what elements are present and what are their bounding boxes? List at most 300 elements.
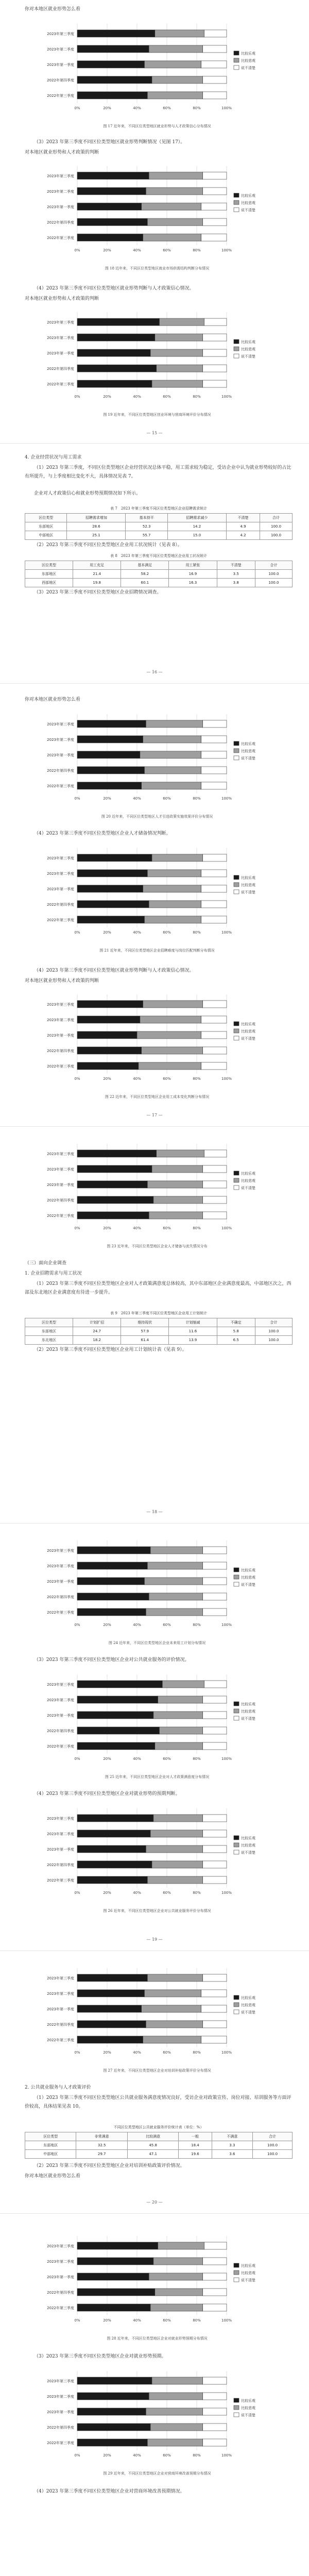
column-header: 区位类型 <box>25 1318 73 1327</box>
bar-segment <box>201 736 227 743</box>
x-tick-label: 0% <box>74 1623 80 1627</box>
x-tick-label: 0% <box>74 1226 80 1230</box>
legend-swatch <box>234 1568 239 1572</box>
column-header: 招聘需求减少 <box>167 514 226 522</box>
bar-segment <box>204 30 227 37</box>
section-heading: 2. 公共就业服务与人才政策评价 <box>25 2085 91 2090</box>
legend-swatch <box>234 2413 239 2417</box>
paragraph: （1）2023 年第三季度，不同区位类型地区企业经营状况总体平稳，用工需求较为稳定，受访企业中认为就业形势较好的占比有所提升，与上季度相比变化不大，具体情况见表 7。 <box>25 465 291 479</box>
legend-swatch <box>234 1843 239 1847</box>
bar-segment <box>77 318 160 326</box>
bar-segment <box>203 45 227 53</box>
bar-segment <box>77 1876 147 1884</box>
column-header: 合计 <box>255 561 293 570</box>
legend-swatch <box>234 2270 239 2275</box>
bar-segment <box>162 1681 204 1688</box>
bar-segment <box>143 1001 203 1008</box>
legend-swatch <box>234 1178 239 1182</box>
figure-caption: 图 25 近年来，不同区位类型地区企业对人才政策满意度分布情况 <box>105 1775 210 1779</box>
table-cell: 中部地区 <box>25 531 67 540</box>
chart-svg <box>0 1963 309 2066</box>
bar-segment <box>77 2439 147 2446</box>
x-tick-label: 60% <box>163 248 171 252</box>
category-label: 2023年第二季度 <box>47 336 74 340</box>
x-tick-label: 20% <box>103 2318 111 2323</box>
bar-segment <box>203 1165 227 1173</box>
bar-segment <box>77 1861 152 1868</box>
category-label: 2022年第三季度 <box>47 1214 74 1218</box>
legend-swatch <box>234 58 239 62</box>
paragraph: （4）2023 年第三季度不同区位类型地区就业形势判断与人才政策信心情况。 <box>34 286 194 291</box>
bar-segment <box>77 380 152 387</box>
table-cell: 32.5 <box>76 2141 127 2150</box>
x-tick-label: 60% <box>163 796 171 801</box>
category-label: 2023年第一季度 <box>47 205 74 209</box>
bar-segment <box>203 1181 227 1188</box>
legend-swatch <box>234 1171 239 1175</box>
category-label: 2022年第三季度 <box>47 784 74 788</box>
chart-11 <box>0 1963 309 2066</box>
legend-swatch <box>234 1036 239 1040</box>
legend-swatch <box>234 2263 239 2267</box>
table-cell: 52.3 <box>126 522 167 531</box>
table-cell: 100.0 <box>260 531 293 540</box>
bar-segment <box>203 1047 227 1054</box>
legend-swatch <box>234 1582 239 1586</box>
legend-swatch <box>234 51 239 55</box>
bar-segment <box>77 188 146 195</box>
bar-segment <box>201 2036 227 2043</box>
bar-segment <box>201 2005 227 2012</box>
bar-segment <box>77 1711 153 1719</box>
category-label: 2022年第三季度 <box>47 2306 74 2310</box>
paragraph: （3）2023 年第三季度不同区位类型地区企业对就业形势预期。 <box>34 2354 166 2359</box>
x-tick-label: 100% <box>221 1891 232 1895</box>
column-header: 计划缩减 <box>169 1318 217 1327</box>
x-tick-label: 20% <box>103 2050 111 2055</box>
x-tick-label: 60% <box>163 2453 171 2458</box>
x-tick-label: 60% <box>163 1623 171 1627</box>
page-separator <box>0 2213 309 2214</box>
bar-segment <box>155 30 204 37</box>
x-tick-label: 40% <box>133 2050 141 2055</box>
category-label: 2022年第四季度 <box>47 1729 74 1733</box>
legend-swatch <box>234 208 239 212</box>
bar-segment <box>77 2408 146 2415</box>
legend-label: 说不清楚 <box>241 208 255 212</box>
legend-swatch <box>234 2278 239 2282</box>
bar-segment <box>142 1047 203 1054</box>
bar-segment <box>203 854 227 861</box>
bar-segment <box>149 1593 202 1600</box>
table-cell: 24.7 <box>73 1327 121 1336</box>
section-heading: 4. 企业经营状况与用工需求 <box>25 455 82 460</box>
column-header: 计划扩招 <box>73 1318 121 1327</box>
category-label: 2023年第二季度 <box>47 1992 74 1996</box>
chart-9 <box>0 1669 309 1772</box>
bar-segment <box>77 1016 140 1023</box>
bar-segment <box>77 2242 158 2249</box>
category-label: 2023年第二季度 <box>47 190 74 194</box>
chart-svg <box>0 1669 309 1772</box>
bar-segment <box>146 1845 202 1853</box>
category-label: 2023年第三季度 <box>47 856 74 860</box>
x-tick-label: 60% <box>163 1226 171 1230</box>
table-cell: 5.8 <box>217 1327 255 1336</box>
bar-segment <box>77 1150 157 1157</box>
paragraph: （2）2023 年第三季度不同区位类型地区企业对培训补贴政策评价情况。 <box>34 2163 185 2168</box>
bar-segment <box>204 1681 227 1688</box>
bar-segment <box>203 2304 227 2311</box>
x-tick-label: 60% <box>163 1077 171 1081</box>
column-header: 合计 <box>255 1318 293 1327</box>
bar-segment <box>77 2021 146 2028</box>
chart-4 <box>0 709 309 812</box>
bar-segment <box>77 1593 149 1600</box>
legend-label: 说不清楚 <box>241 1037 255 1041</box>
legend-swatch <box>234 883 239 887</box>
chart-svg <box>0 2231 309 2334</box>
bar-segment <box>145 61 201 68</box>
legend-swatch <box>234 347 239 351</box>
bar-segment <box>149 1212 202 1219</box>
bar-segment <box>77 1547 150 1554</box>
bar-segment <box>153 2258 203 2265</box>
x-tick-label: 40% <box>133 1077 141 1081</box>
x-tick-label: 40% <box>133 248 141 252</box>
section-heading: 1. 企业招聘需求与用工状况 <box>25 1271 82 1276</box>
legend-label: 说不清楚 <box>241 2278 255 2282</box>
bar-segment <box>143 736 201 743</box>
chart-svg <box>0 161 309 264</box>
table-cell: 4.9 <box>226 522 260 531</box>
table-cell: 西部地区 <box>25 579 73 587</box>
table-cell: 21.4 <box>73 570 121 579</box>
column-header: 维持现状 <box>121 1318 169 1327</box>
legend-label: 比较悲观 <box>241 1843 255 1848</box>
x-tick-label: 80% <box>193 1891 201 1895</box>
bar-segment <box>158 2242 204 2249</box>
bar-segment <box>77 1696 158 1703</box>
legend-label: 比较悲观 <box>241 2271 255 2275</box>
category-label: 2023年第一季度 <box>47 753 74 757</box>
table-cell: 3.8 <box>217 579 255 587</box>
bar-segment <box>146 2408 202 2415</box>
bar-segment <box>152 76 203 83</box>
table-cell: 13.9 <box>169 1336 217 1345</box>
bar-segment <box>150 1830 203 1837</box>
legend-swatch <box>234 1850 239 1854</box>
bar-segment <box>77 1001 143 1008</box>
chart-svg <box>0 307 309 410</box>
bar-segment <box>150 349 203 357</box>
paragraph: （4）2023 年第三季度不同区位类型地区企业人才储备情况判断。 <box>34 831 171 836</box>
table-cell: 东部地区 <box>25 570 73 579</box>
x-tick-label: 80% <box>193 930 201 935</box>
legend-swatch <box>234 2398 239 2402</box>
table-cell: 19.6 <box>179 2150 212 2159</box>
bar-segment <box>203 1815 227 1822</box>
column-header: 区位类型 <box>25 561 73 570</box>
x-tick-label: 20% <box>103 248 111 252</box>
legend-swatch <box>234 1836 239 1840</box>
legend-label: 比较悲观 <box>241 59 255 63</box>
bar-segment <box>203 1547 227 1554</box>
legend-label: 说不清楚 <box>241 354 255 359</box>
x-tick-label: 40% <box>133 2318 141 2323</box>
chart-svg <box>0 989 309 1092</box>
figure-caption: 图 20 近年来，不同区位类型地区人才引进政策实施效果评价分布情况 <box>101 815 213 819</box>
category-label: 2023年第一季度 <box>47 887 74 891</box>
bar-segment <box>77 45 149 53</box>
table-cell: 14.2 <box>167 522 226 531</box>
page-number: — 18 — <box>146 1510 163 1514</box>
bar-segment <box>77 885 143 892</box>
x-tick-label: 80% <box>193 2318 201 2323</box>
table-cell: 100.0 <box>255 1327 293 1336</box>
category-label: 2023年第三季度 <box>47 1152 74 1156</box>
bar-segment <box>203 1562 227 1569</box>
chart-10 <box>0 1803 309 1906</box>
chart-13 <box>0 2366 309 2469</box>
category-label: 2023年第二季度 <box>47 1564 74 1568</box>
table-cell: 61.4 <box>121 1336 169 1345</box>
bar-segment <box>203 2021 227 2028</box>
column-header: 不清楚 <box>217 561 255 570</box>
column-header: 合计 <box>260 514 293 522</box>
bar-segment <box>142 203 201 210</box>
chart-2 <box>0 161 309 264</box>
chart-svg <box>0 1803 309 1906</box>
legend-label: 比较悲观 <box>241 749 255 753</box>
table-cell: 25.1 <box>67 531 126 540</box>
legend-swatch <box>234 890 239 894</box>
bar-segment <box>152 1861 203 1868</box>
category-label: 2022年第三季度 <box>47 2038 74 2042</box>
bar-segment <box>77 1165 152 1173</box>
bar-segment <box>77 2258 153 2265</box>
chart-6 <box>0 989 309 1092</box>
bar-segment <box>147 1974 202 1981</box>
bar-segment <box>77 1815 153 1822</box>
category-label: 2023年第一季度 <box>47 2007 74 2011</box>
legend-label: 比较悲观 <box>241 883 255 887</box>
bar-segment <box>201 1990 227 1997</box>
legend-label: 说不清楚 <box>241 1851 255 1855</box>
category-label: 2023年第一季度 <box>47 1033 74 1038</box>
bar-segment <box>146 188 202 195</box>
category-label: 2023年第二季度 <box>47 1832 74 1836</box>
x-tick-label: 20% <box>103 1757 111 1761</box>
table-cell: 东部地区 <box>25 522 67 531</box>
legend-label: 说不清楚 <box>241 2413 255 2417</box>
legend-swatch <box>234 2003 239 2007</box>
bar-segment <box>203 1711 227 1719</box>
x-tick-label: 60% <box>163 2318 171 2323</box>
bar-segment <box>203 1845 227 1853</box>
chart-3 <box>0 307 309 410</box>
category-label: 2023年第三季度 <box>47 1976 74 1980</box>
x-tick-label: 80% <box>193 1757 201 1761</box>
category-label: 2023年第一季度 <box>47 351 74 355</box>
legend-swatch <box>234 65 239 70</box>
bar-segment <box>77 720 146 727</box>
category-label: 2023年第二季度 <box>47 738 74 742</box>
table-cell: 100.0 <box>253 2141 293 2150</box>
column-header: 基本满足 <box>121 561 169 570</box>
x-tick-label: 40% <box>133 930 141 935</box>
bar-segment <box>203 1727 227 1734</box>
table-cell: 3.5 <box>217 570 255 579</box>
category-label: 2023年第二季度 <box>47 872 74 876</box>
legend-label: 比较悲观 <box>241 2003 255 2007</box>
bar-segment <box>203 1742 227 1750</box>
table-row <box>25 2150 293 2159</box>
category-label: 2023年第一季度 <box>47 1714 74 1718</box>
table-cell: 中部地区 <box>25 2150 76 2159</box>
legend-label: 说不清楚 <box>241 1717 255 1721</box>
paragraph: 你对本地区就业形势怎么看 <box>25 2174 81 2179</box>
table-cell: 58.2 <box>121 570 169 579</box>
x-tick-label: 80% <box>193 1226 201 1230</box>
legend-swatch <box>234 1702 239 1706</box>
category-label: 2023年第三季度 <box>47 2244 74 2248</box>
chart-svg <box>0 1535 309 1638</box>
table-header-row <box>25 514 293 522</box>
legend-label: 比较悲观 <box>241 1709 255 1714</box>
category-label: 2022年第四季度 <box>47 2426 74 2430</box>
bar-segment <box>203 2377 227 2384</box>
chart-svg <box>0 1139 309 1242</box>
legend-swatch <box>234 200 239 205</box>
chart-svg <box>0 843 309 946</box>
category-label: 2022年第三季度 <box>47 94 74 98</box>
table-row <box>25 2141 293 2150</box>
x-tick-label: 80% <box>193 248 201 252</box>
figure-caption: 图 17 近年来，不同区位类型地区就业形势与人才政策信心分布情况 <box>103 124 211 128</box>
bar-segment <box>152 854 203 861</box>
legend-label: 比较乐观 <box>241 1568 255 1572</box>
bar-segment <box>203 365 227 372</box>
figure-caption: 图 21 近年来，不同区位类型地区企业招聘难度与岗位匹配判断分布情况 <box>99 948 215 953</box>
x-tick-label: 0% <box>74 2453 80 2458</box>
bar-segment <box>203 218 227 226</box>
table-cell: 18.2 <box>73 1336 121 1345</box>
bar-segment <box>145 767 201 774</box>
bar-segment <box>153 1711 203 1719</box>
category-label: 2023年第一季度 <box>47 2275 74 2279</box>
legend-label: 比较悲观 <box>241 1029 255 1033</box>
legend-label: 说不清楚 <box>241 890 255 894</box>
bar-segment <box>147 2439 202 2446</box>
bar-segment <box>203 2393 227 2400</box>
x-tick-label: 60% <box>163 106 171 110</box>
bar-segment <box>150 1547 203 1554</box>
table-title: 不同区位类型地区公共就业服务评价统计表（单位：%） <box>113 2125 204 2129</box>
bar-segment <box>203 188 227 195</box>
category-label: 2023年第二季度 <box>47 1018 74 1022</box>
bar-segment <box>77 1608 146 1616</box>
bar-segment <box>77 782 142 789</box>
legend-swatch <box>234 1185 239 1190</box>
bar-segment <box>201 1031 227 1039</box>
x-tick-label: 0% <box>74 395 80 399</box>
table-cell: 16.9 <box>169 570 217 579</box>
chart-svg <box>0 2366 309 2469</box>
x-tick-label: 20% <box>103 1077 111 1081</box>
legend-swatch <box>234 340 239 344</box>
legend-label: 比较乐观 <box>241 2399 255 2403</box>
table-cell: 29.7 <box>76 2150 127 2159</box>
bar-segment <box>160 1727 203 1734</box>
table-row <box>25 522 293 531</box>
paragraph: 对本地区就业形势和人才政策的判断 <box>25 296 99 301</box>
category-label: 2023年第一季度 <box>47 63 74 67</box>
legend-swatch <box>234 193 239 197</box>
bar-segment <box>149 2393 202 2400</box>
page-number: — 19 — <box>146 1937 163 1942</box>
x-tick-label: 40% <box>133 106 141 110</box>
category-label: 2022年第四季度 <box>47 2291 74 2295</box>
category-label: 2023年第三季度 <box>47 722 74 726</box>
page-separator <box>0 683 309 684</box>
bar-segment <box>147 1181 202 1188</box>
paragraph: （3）2023 年第三季度不同区位类型地区企业招聘情况调查。 <box>34 590 162 595</box>
bar-segment <box>150 2424 203 2431</box>
bar-segment <box>77 1830 150 1837</box>
table-row <box>25 531 293 540</box>
paragraph: 对本地区就业形势和人才政策的判断 <box>25 150 99 155</box>
bar-segment <box>204 2242 227 2249</box>
legend-label: 比较乐观 <box>241 340 255 344</box>
x-tick-label: 0% <box>74 2050 80 2055</box>
x-tick-label: 20% <box>103 1226 111 1230</box>
bar-segment <box>153 1815 203 1822</box>
data-table-9 <box>25 1318 293 1345</box>
bar-segment <box>77 1845 146 1853</box>
bar-segment <box>142 782 201 789</box>
table-cell: 3.6 <box>212 2150 253 2159</box>
bar-segment <box>201 767 227 774</box>
bar-segment <box>142 2005 201 2012</box>
bar-segment <box>203 380 227 387</box>
bar-segment <box>77 234 143 241</box>
bar-segment <box>143 885 201 892</box>
bar-segment <box>77 365 157 372</box>
table-cell: 11.6 <box>169 1327 217 1336</box>
bar-segment <box>140 751 201 758</box>
table-title: 表 7 2023 年第三季度不同区位类型地区企业招聘需求统计 <box>110 506 207 511</box>
bar-segment <box>77 767 145 774</box>
legend-label: 比较乐观 <box>241 1172 255 1176</box>
legend-label: 说不清楚 <box>241 1583 255 1587</box>
bar-segment <box>203 1608 227 1616</box>
bar-segment <box>203 1861 227 1868</box>
column-header: 比较满意 <box>127 2132 178 2141</box>
bar-segment <box>152 2377 203 2384</box>
paragraph: （4）2023 年第三季度不同区位类型地区就业形势判断与人才政策信心情况。 <box>34 968 194 973</box>
bar-segment <box>77 1990 145 1997</box>
x-tick-label: 40% <box>133 1226 141 1230</box>
table-row <box>25 1336 293 1345</box>
bar-segment <box>143 234 201 241</box>
bar-segment <box>77 916 145 923</box>
category-label: 2022年第四季度 <box>47 221 74 225</box>
x-tick-label: 100% <box>221 2453 232 2458</box>
x-tick-label: 40% <box>133 395 141 399</box>
x-tick-label: 100% <box>221 1077 232 1081</box>
bar-segment <box>149 172 202 179</box>
